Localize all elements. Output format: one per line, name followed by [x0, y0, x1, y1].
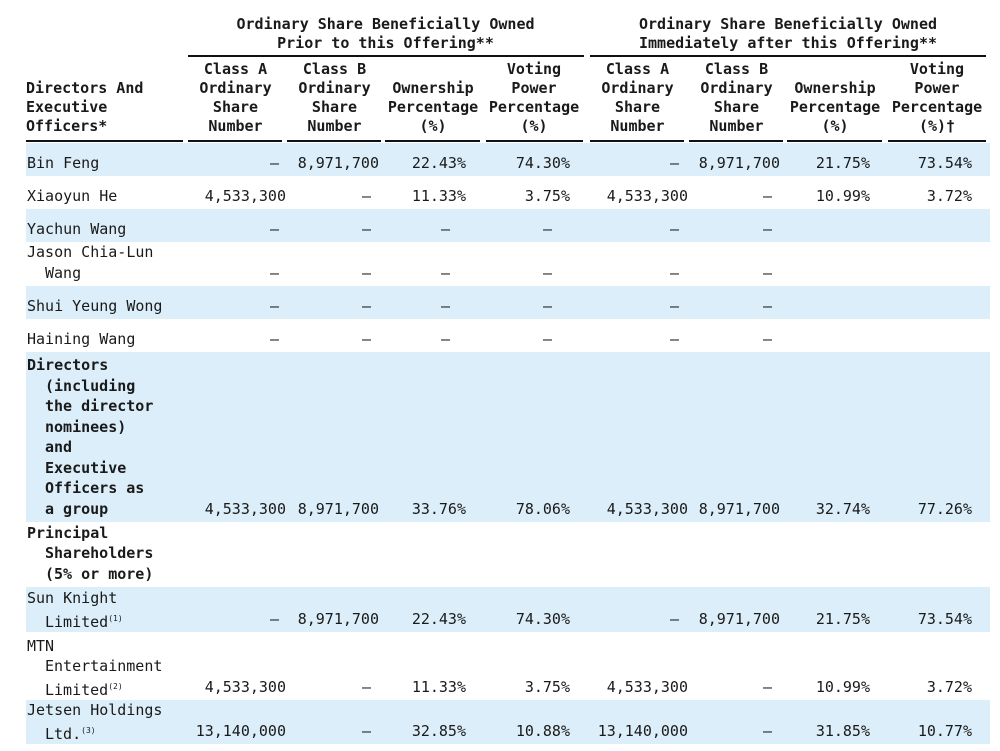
row-band [26, 286, 990, 319]
row-name-line: Shui Yeung Wong [27, 296, 163, 315]
table-cell: 3.75% [524, 186, 570, 205]
col-header-prior-voting: Voting Power Percentage (%) [488, 60, 580, 135]
table-cell: — [763, 721, 773, 740]
row-name-line: (including [45, 376, 136, 395]
table-cell: — [670, 219, 680, 238]
row-name-line: MTN [27, 636, 55, 655]
group-header-prior-line1: Ordinary Share Beneficially Owned [236, 15, 535, 33]
table-cell: — [441, 219, 451, 238]
table-cell: — [763, 186, 773, 205]
table-cell: 32.85% [411, 721, 466, 740]
table-cell: — [362, 677, 372, 696]
table-cell: — [362, 329, 372, 348]
row-name-line: Officers as [45, 479, 145, 497]
table-cell: 8,971,700 [698, 609, 780, 628]
row-name-line: Ltd.$^{(3)}$ [45, 724, 96, 743]
table-cell: 73.54% [917, 609, 972, 628]
col-header-prior-class-b: Class B Ordinary Share Number [298, 60, 371, 135]
row-band [26, 352, 990, 522]
table-cell: 4,533,300 [204, 186, 286, 205]
col-rule-2 [287, 140, 381, 142]
table-cell: — [270, 263, 280, 282]
row-name-line: Haining Wang [27, 329, 136, 348]
table-cell: 8,971,700 [297, 499, 379, 518]
table-cell: 11.33% [411, 677, 466, 696]
table-cell: 4,533,300 [606, 186, 688, 205]
row-name-line: Executive [45, 458, 127, 477]
table-cell: — [670, 329, 680, 348]
table-cell: — [670, 609, 680, 628]
row-name-line: (5% or more) [45, 564, 154, 583]
table-cell: — [270, 153, 280, 172]
footnote-marker: (2) [108, 681, 123, 691]
col-rule-6 [689, 140, 783, 142]
group-header-after [590, 15, 986, 53]
col-header-prior-class-a: Class A Ordinary Share Number [199, 60, 272, 135]
row-name [27, 296, 162, 317]
row-name-line: Principal [27, 523, 109, 542]
col-header-after-class-b: Class B Ordinary Share Number [700, 60, 773, 135]
col-rule-5 [590, 140, 684, 142]
row-name-line: Entertainment [45, 657, 163, 675]
table-cell: 10.77% [917, 721, 972, 740]
table-cell: 32.74% [815, 499, 870, 518]
table-cell: 74.30% [515, 153, 570, 172]
table-cell: — [670, 263, 680, 282]
table-cell: 22.43% [411, 609, 466, 628]
col-header-prior-ownership: Ownership Percentage (%) [387, 79, 479, 135]
row-name [27, 523, 153, 585]
row-name-line: Yachun Wang [27, 219, 127, 238]
col-header-after-ownership: Ownership Percentage (%) [789, 79, 881, 135]
table-cell: — [763, 263, 773, 282]
table-cell: 8,971,700 [698, 153, 780, 172]
row-name [27, 355, 153, 519]
table-cell: 10.88% [515, 721, 570, 740]
row-name-line: Limited$^{(1)}$ [45, 612, 123, 631]
row-name [27, 219, 126, 240]
table-cell: 78.06% [515, 499, 570, 518]
col-rule-directors [26, 140, 183, 142]
table-cell: 10.99% [815, 186, 870, 205]
row-name-line: Wang [45, 263, 82, 282]
row-name-line: Jetsen Holdings [27, 701, 163, 719]
table-cell: — [543, 296, 553, 315]
row-name-line: a group [45, 499, 109, 518]
table-cell: 4,533,300 [606, 677, 688, 696]
table-cell: 3.75% [524, 677, 570, 696]
table-cell: 3.72% [926, 186, 972, 205]
table-cell: — [362, 186, 372, 205]
table-cell: 10.99% [815, 677, 870, 696]
group-rule-prior [188, 55, 584, 57]
table-cell: — [543, 329, 553, 348]
table-cell: 21.75% [815, 153, 870, 172]
row-name [27, 588, 123, 632]
row-name-line: Bin Feng [27, 153, 100, 172]
col-rule-8 [888, 140, 986, 142]
row-name-line: Jason Chia-Lun [27, 243, 154, 261]
table-cell: — [763, 219, 773, 238]
table-cell: 21.75% [815, 609, 870, 628]
table-cell: 77.26% [917, 499, 972, 518]
row-name [27, 242, 153, 283]
footnote-marker: (1) [108, 613, 123, 623]
row-name-line: and [45, 438, 73, 456]
table-cell: 33.76% [411, 499, 466, 518]
table-cell: 13,140,000 [195, 721, 286, 740]
row-name-line: Sun Knight [27, 589, 118, 607]
table-cell: — [670, 296, 680, 315]
row-name-line: Directors [27, 356, 109, 374]
col-rule-1 [188, 140, 282, 142]
row-name-line: the director [45, 397, 154, 415]
table-cell: — [270, 609, 280, 628]
table-cell: — [543, 263, 553, 282]
group-header-prior [188, 15, 583, 53]
table-cell: 4,533,300 [204, 677, 286, 696]
table-cell: — [270, 219, 280, 238]
table-cell: — [441, 263, 451, 282]
col-rule-7 [787, 140, 882, 142]
table-cell: — [362, 219, 372, 238]
table-cell: — [362, 721, 372, 740]
table-cell: 22.43% [411, 153, 466, 172]
table-cell: 31.85% [815, 721, 870, 740]
col-header-after-class-a: Class A Ordinary Share Number [601, 60, 674, 135]
row-name [27, 329, 135, 350]
table-cell: — [763, 677, 773, 696]
row-name-line: Shareholders [45, 544, 154, 562]
table-cell: — [441, 296, 451, 315]
group-header-prior-line2: Prior to this Offering** [277, 34, 494, 52]
col-rule-4 [486, 140, 583, 142]
row-name [27, 186, 117, 207]
group-header-after-line2: Immediately after this Offering** [638, 34, 937, 52]
group-rule-after [590, 55, 986, 57]
table-cell: — [362, 296, 372, 315]
col-header-after-voting: Voting Power Percentage (%)† [891, 60, 983, 135]
table-cell: 73.54% [917, 153, 972, 172]
row-name-line: Xiaoyun He [27, 186, 118, 205]
table-cell: — [670, 153, 680, 172]
table-cell: 74.30% [515, 609, 570, 628]
row-name-line: nominees) [45, 417, 127, 436]
col-rule-3 [385, 140, 480, 142]
table-cell: — [362, 263, 372, 282]
row-name [27, 153, 99, 174]
table-cell: — [441, 329, 451, 348]
table-cell: 8,971,700 [297, 609, 379, 628]
row-band [26, 209, 990, 242]
table-cell: 13,140,000 [597, 721, 688, 740]
table-cell: — [763, 329, 773, 348]
row-name-line: Limited$^{(2)}$ [45, 680, 123, 699]
table-cell: 4,533,300 [204, 499, 286, 518]
table-cell: — [543, 219, 553, 238]
group-header-after-line1: Ordinary Share Beneficially Owned [638, 15, 937, 33]
col-header-directors: Directors And Executive Officers* [26, 79, 144, 135]
table-cell: — [270, 296, 280, 315]
table-cell: 11.33% [411, 186, 466, 205]
table-cell: — [763, 296, 773, 315]
table-cell: 3.72% [926, 677, 972, 696]
table-cell: — [270, 329, 280, 348]
table-cell: 4,533,300 [606, 499, 688, 518]
table-cell: 8,971,700 [297, 153, 379, 172]
footnote-marker: (3) [81, 725, 96, 735]
table-cell: 8,971,700 [698, 499, 780, 518]
